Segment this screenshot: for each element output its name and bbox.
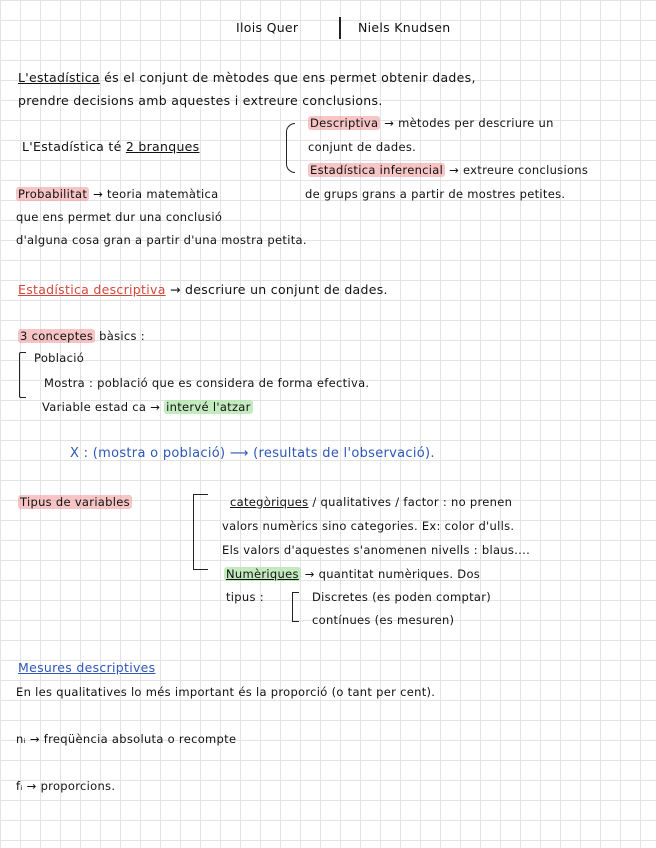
ni-label: nᵢ →	[16, 732, 40, 746]
probabilitat-line-3: d'alguna cosa gran a partir d'una mostra petita.	[16, 233, 307, 247]
header-divider	[339, 17, 341, 39]
branch-descriptiva-line2: conjunt de dades.	[308, 140, 417, 154]
mesures-ni	[16, 731, 236, 747]
numeriques-discretes: Discretes (es poden comptar)	[312, 590, 492, 604]
numeriques-brace	[292, 592, 299, 622]
mesures-line-1: En les qualitatives lo més important és la proporció (o tant per cent).	[16, 685, 436, 699]
branch-inferencial-term: Estadística inferencial	[310, 163, 444, 177]
concepts-title-rest: bàsics :	[95, 329, 145, 343]
formula-line: X : (mostra o població) ⟶ (resultats de l'observació).	[70, 446, 435, 461]
concepts-title-highlight: 3 conceptes	[20, 329, 94, 343]
concept-variable-pre: Variable estad	[42, 400, 129, 414]
concepts-brace	[19, 352, 26, 398]
intro-line-2: prendre decisions amb aquestes i extreure conclusions.	[18, 93, 383, 108]
categoriques-line-2: valors numèrics sino categories. Ex: color d'ulls.	[222, 519, 515, 533]
variables-numeriques	[224, 566, 480, 582]
branch-descriptiva-rest: → mètodes per descriure un	[380, 116, 554, 130]
concept-poblacio: Població	[34, 351, 85, 365]
author-left: Ilois Quer	[236, 20, 299, 35]
variables-title	[18, 494, 132, 510]
numeriques-continues: contínues (es mesuren)	[312, 613, 455, 627]
author-right: Niels Knudsen	[358, 20, 451, 35]
branch-inferencial	[308, 162, 588, 178]
probabilitat-line-2: que ens permet dur una conclusió	[16, 210, 223, 224]
numeriques-tipus: tipus :	[226, 590, 264, 604]
intro-rest: és el conjunt de mètodes que ens permet obtenir dades,	[99, 70, 476, 85]
branch-inferencial-rest: → extreure conclusions	[445, 163, 589, 177]
probabilitat-line-1	[16, 186, 219, 202]
concepts-title	[18, 328, 145, 344]
probabilitat-rest: → teoria matemàtica	[89, 187, 219, 201]
categoriques-line-3: Els valors d'aquestes s'anomenen nivells : blaus....	[222, 543, 531, 557]
categoriques-rest: / qualitatives / factor : no prenen	[308, 495, 513, 509]
branches-label	[22, 139, 200, 155]
concept-variable-mid: ca →	[128, 400, 165, 414]
variables-categoriques	[230, 494, 512, 510]
concept-variable	[42, 399, 253, 415]
intro-line-1	[18, 70, 476, 86]
descriptive-term: Estadística descriptiva	[18, 282, 166, 297]
variables-title-highlight: Tipus de variables	[20, 495, 130, 509]
categoriques-term: categòriques	[230, 495, 309, 509]
intro-term: L'estadística	[18, 70, 100, 85]
fi-text: proporcions.	[36, 779, 116, 793]
branch-inferencial-line2: de grups grans a partir de mostres petites.	[305, 187, 566, 201]
descriptive-definition	[18, 282, 388, 298]
descriptive-rest: → descriure un conjunt de dades.	[165, 282, 388, 297]
mesures-title: Mesures descriptives	[18, 660, 156, 675]
fi-label: fᵢ →	[16, 779, 37, 793]
branches-label-underlined: 2 branques	[125, 139, 200, 154]
concept-mostra: Mostra : població que es considera de forma efectiva.	[44, 376, 370, 390]
ni-text: freqüència absoluta o recompte	[39, 732, 237, 746]
numeriques-term: Numèriques	[226, 567, 299, 581]
probabilitat-term: Probabilitat	[18, 187, 88, 201]
branches-brace	[286, 123, 295, 173]
concept-variable-highlight: intervé l'atzar	[166, 400, 251, 414]
branch-descriptiva	[308, 115, 554, 131]
branch-descriptiva-term: Descriptiva	[310, 116, 379, 130]
mesures-fi	[16, 778, 115, 794]
numeriques-rest: → quantitat numèriques. Dos	[300, 567, 481, 581]
branches-label-pre: L'Estadística té	[22, 139, 126, 154]
variables-bracket	[193, 494, 208, 570]
